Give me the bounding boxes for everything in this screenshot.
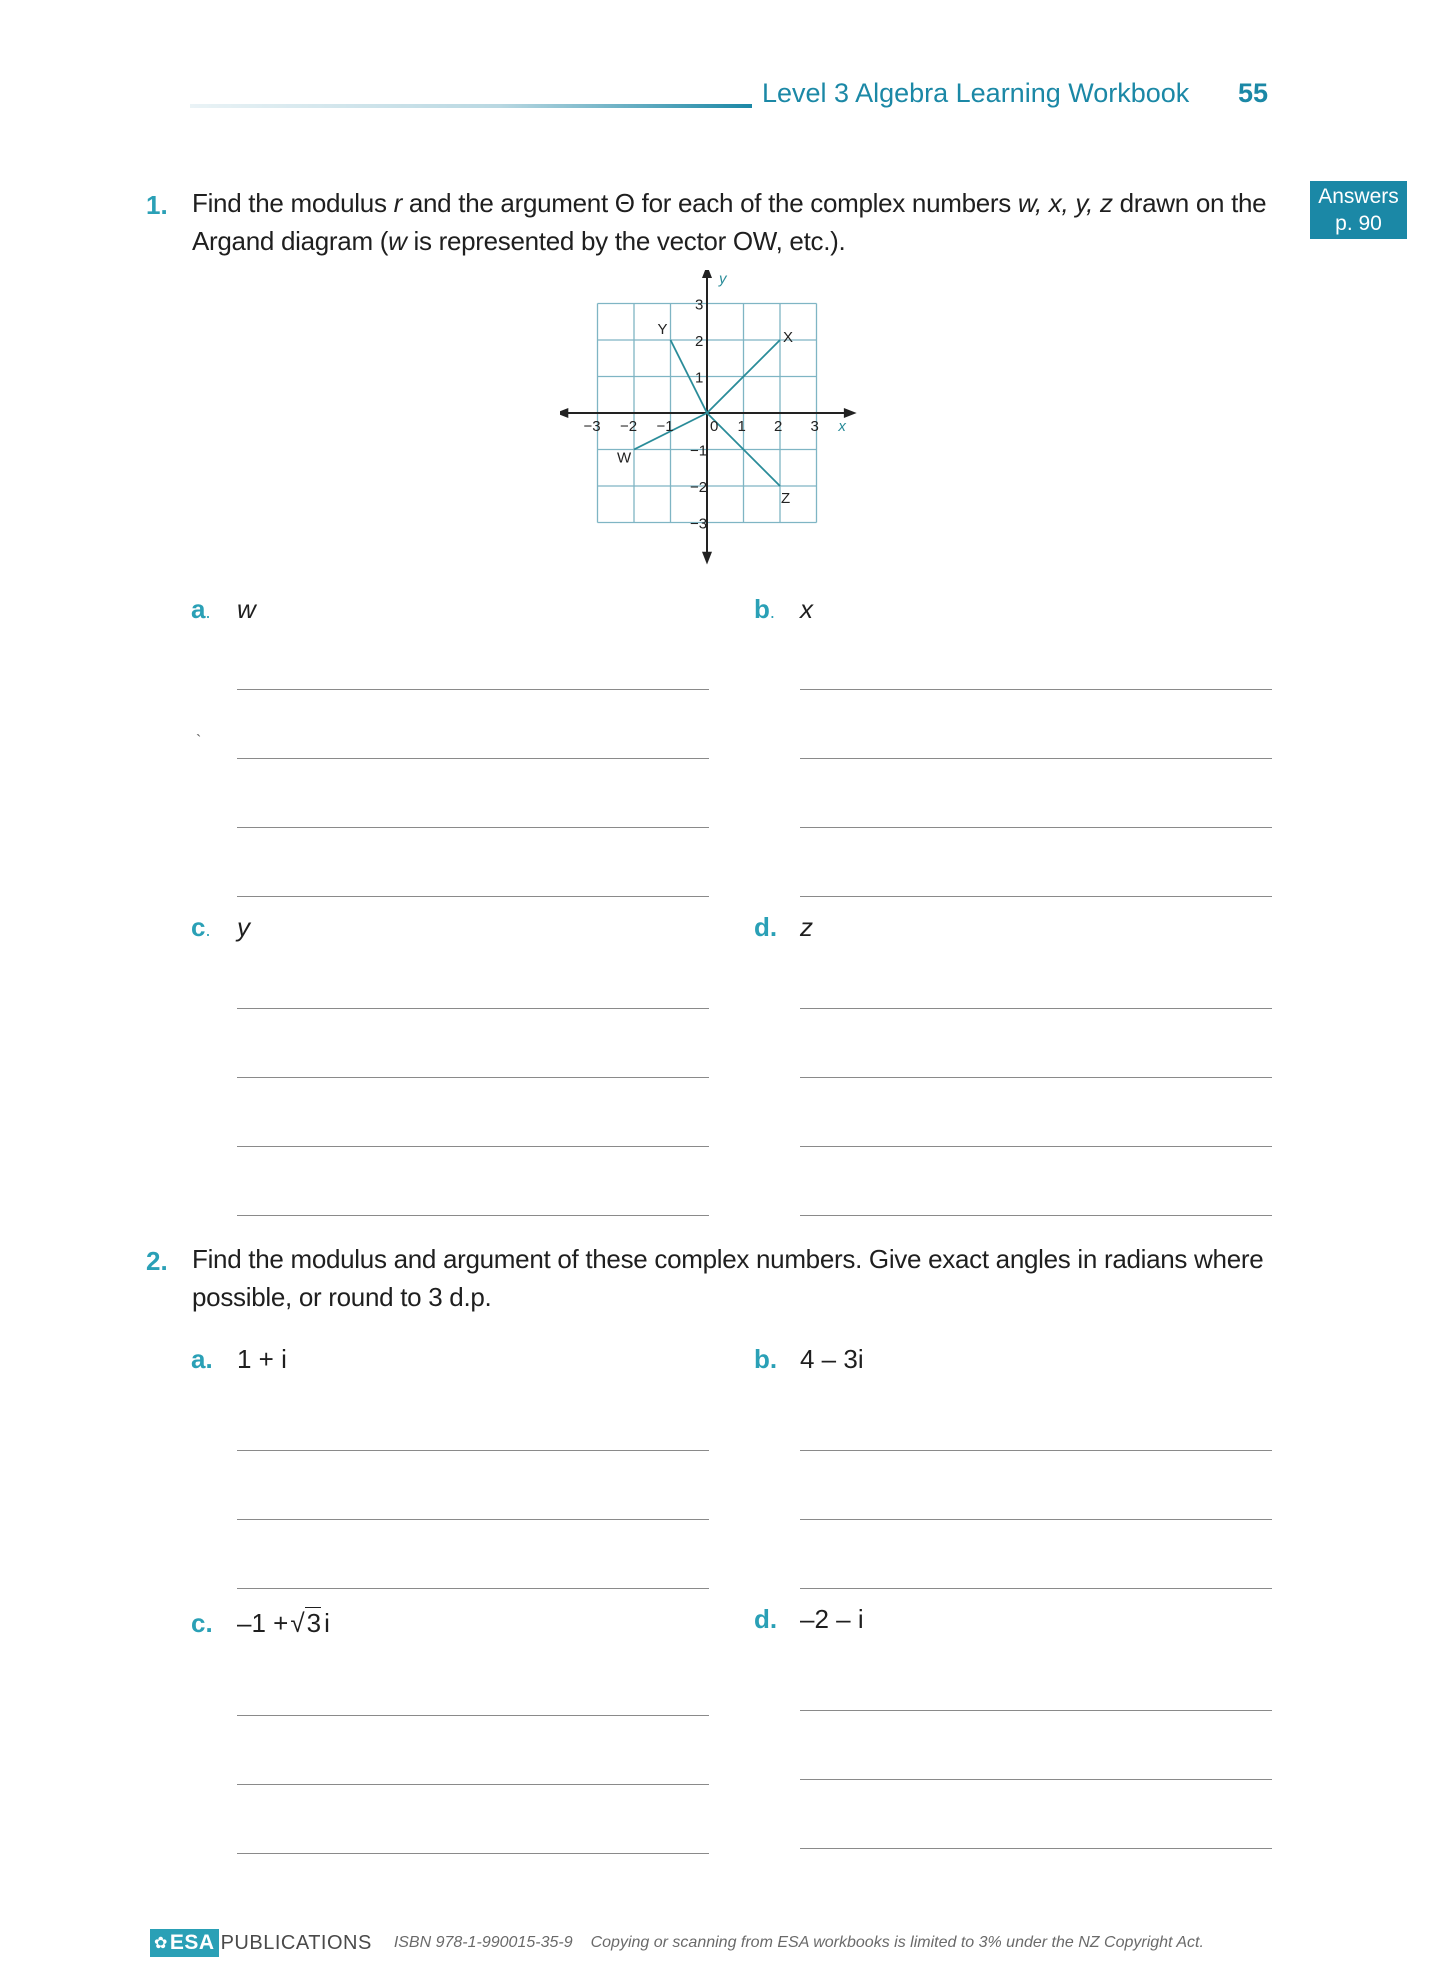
point-label-w: W: [617, 449, 632, 467]
y-axis-label: y: [719, 270, 727, 288]
q2-part-c-expr: –1 +√3 i: [237, 1608, 330, 1638]
isbn: ISBN 978-1-990015-35-9: [393, 1934, 573, 1951]
x-axis-arrow-right: [844, 408, 857, 418]
answer-line[interactable]: [237, 758, 709, 759]
copyright-notice: Copying or scanning from ESA workbooks is limited to 3% under the NZ Copyright Act.: [590, 1934, 1204, 1951]
q2-part-b-label: b.: [754, 1344, 778, 1374]
answer-line[interactable]: [800, 896, 1272, 897]
answer-line[interactable]: [237, 1715, 709, 1716]
x-axis-arrow-left: [560, 408, 568, 418]
stray-mark: `: [196, 733, 202, 750]
x-tick-label: −3: [583, 418, 601, 435]
answer-line[interactable]: [237, 1215, 709, 1216]
y-tick-label: 1: [695, 369, 704, 387]
answer-line[interactable]: [800, 1848, 1272, 1849]
x-tick-label: −2: [620, 418, 638, 435]
y-axis-arrow-up: [702, 270, 712, 278]
q2-part-d-label: d.: [754, 1604, 778, 1634]
point-label-y: Y: [657, 321, 668, 338]
answer-line[interactable]: [237, 1077, 709, 1078]
answer-line[interactable]: [800, 1450, 1272, 1451]
x-axis-label: x: [838, 418, 846, 435]
q2-part-a-expr: 1 + i: [237, 1344, 287, 1374]
publisher-name: PUBLICATIONS: [220, 1931, 372, 1954]
header-title: Level 3 Algebra Learning Workbook: [762, 78, 1190, 108]
answer-line[interactable]: [800, 1077, 1272, 1078]
y-tick-label: 3: [695, 296, 704, 314]
q1-part-c-label: c.: [191, 912, 211, 942]
answer-line[interactable]: [237, 827, 709, 828]
answer-line[interactable]: [237, 1519, 709, 1520]
question-1-number: 1.: [146, 190, 168, 220]
answer-line[interactable]: [237, 1146, 709, 1147]
question-2-line-1: Find the modulus and argument of these complex numbers. Give exact angles in radians where: [192, 1244, 1264, 1274]
y-axis-arrow-down: [702, 552, 712, 565]
question-1-line-1: Find the modulus r and the argument Θ for each of the complex numbers w, x, y, z drawn on the: [192, 188, 1267, 218]
answer-line[interactable]: [800, 1519, 1272, 1520]
q2-part-d-expr: –2 – i: [800, 1604, 864, 1634]
header-rule: [190, 104, 752, 108]
point-label-x: X: [783, 329, 794, 346]
answer-line[interactable]: [800, 1710, 1272, 1711]
answer-line[interactable]: [800, 1588, 1272, 1589]
argand-diagram: [560, 270, 860, 570]
answers-tab-page: p. 90: [1335, 212, 1382, 235]
sqrt-radicand: 3: [306, 1608, 322, 1638]
answer-line[interactable]: [800, 758, 1272, 759]
q1-part-b-label: b.: [754, 594, 775, 624]
answer-line[interactable]: [237, 1588, 709, 1589]
leaf-icon: ✿: [154, 1935, 168, 1952]
question-1-line-2: Argand diagram (w is represented by the vector OW, etc.).: [192, 226, 846, 256]
y-tick-label: −1: [690, 442, 708, 460]
y-tick-label: 2: [695, 333, 704, 350]
question-2-text: [192, 1240, 1263, 1316]
answer-line[interactable]: [800, 1008, 1272, 1009]
q2-part-c-label: c.: [191, 1608, 213, 1638]
answer-line[interactable]: [800, 1146, 1272, 1147]
answers-tab[interactable]: [1310, 181, 1407, 239]
q1-part-a-var: w: [237, 594, 256, 624]
answer-line[interactable]: [800, 827, 1272, 828]
y-tick-label: −2: [690, 479, 708, 496]
answers-tab-label: Answers: [1318, 185, 1399, 208]
point-label-z: Z: [781, 490, 791, 507]
page-number: 55: [1238, 78, 1269, 108]
q1-part-a-label: a.: [191, 594, 211, 624]
question-2-number: 2.: [146, 1246, 168, 1276]
q1-part-d-var: z: [800, 912, 813, 942]
x-tick-label: 2: [774, 418, 783, 435]
x-tick-label: 0: [710, 418, 719, 435]
q2-part-b-expr: 4 – 3i: [800, 1344, 864, 1374]
x-tick-label: −1: [656, 418, 674, 435]
answer-line[interactable]: [237, 689, 709, 690]
question-1-text: [192, 184, 1266, 260]
x-tick-label: 1: [737, 418, 746, 435]
x-tick-label: 3: [810, 418, 819, 435]
argand-labels: [584, 270, 847, 532]
q1-part-b-var: x: [800, 594, 813, 624]
q1-part-d-label: d.: [754, 912, 778, 942]
question-2-line-2: possible, or round to 3 d.p.: [192, 1282, 492, 1312]
answer-line[interactable]: [237, 1450, 709, 1451]
answer-line[interactable]: [800, 689, 1272, 690]
footer: [150, 1928, 1204, 1958]
answer-line[interactable]: [237, 1008, 709, 1009]
esa-logo: ✿ ESA: [150, 1929, 219, 1957]
q2-part-a-label: a.: [191, 1344, 213, 1374]
answer-line[interactable]: [237, 1784, 709, 1785]
answer-line[interactable]: [237, 1853, 709, 1854]
answer-line[interactable]: [800, 1779, 1272, 1780]
answer-line[interactable]: [800, 1215, 1272, 1216]
y-tick-label: −3: [690, 515, 708, 533]
answer-line[interactable]: [237, 896, 709, 897]
q1-part-c-var: y: [237, 912, 250, 942]
